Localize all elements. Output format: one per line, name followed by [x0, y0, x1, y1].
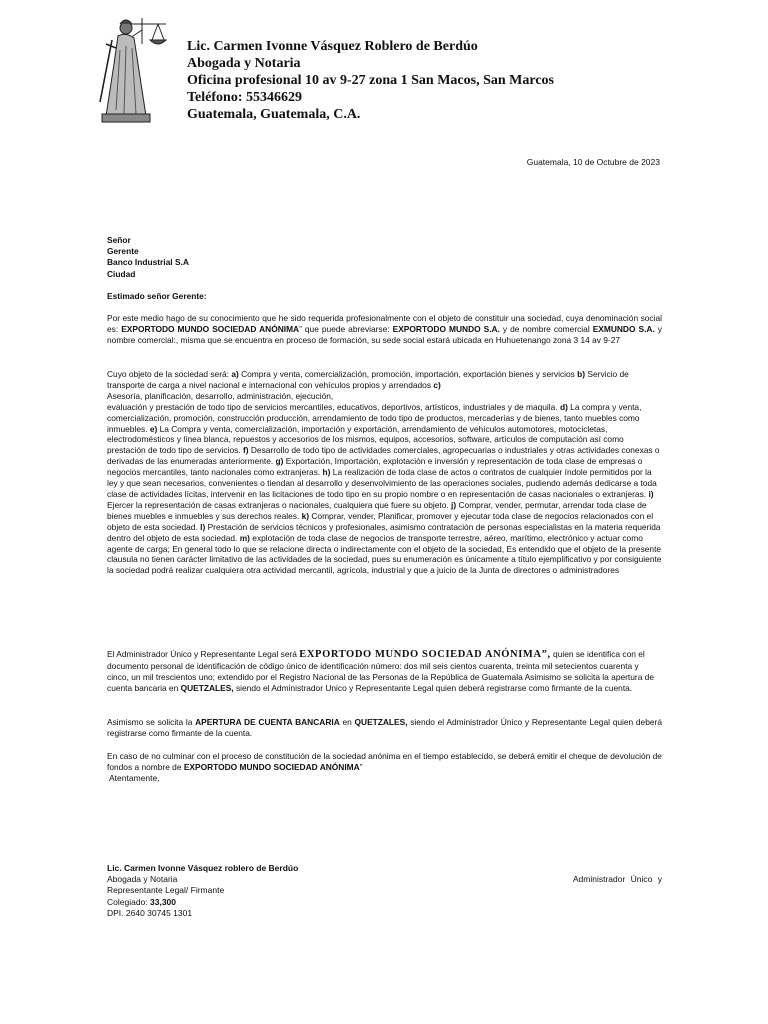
item-letter: h)	[322, 467, 331, 478]
letterhead-name: Lic. Carmen Ivonne Vásquez Roblero de Berdúo	[187, 39, 478, 54]
paragraph-account-request	[107, 717, 662, 739]
signer-name: Lic. Carmen Ivonne Vásquez roblero de Berdúo	[107, 863, 299, 873]
item-letter: l)	[200, 521, 206, 532]
colegiado-number: 33,300	[150, 896, 177, 907]
text-run: Asimismo se solicita la	[107, 717, 196, 727]
letterhead-office: Oficina profesional 10 av 9-27 zona 1 San Macos, San Marcos	[187, 73, 554, 88]
text-run: Por este medio hago de su conocimiento que he sido requerida profesionalmente con el objeto de constituir una sociedad, cuya denominación social es:	[107, 313, 662, 334]
text-run: en	[339, 717, 355, 727]
commercial-name: EXMUNDO S.A.	[592, 323, 655, 334]
item-letter: d)	[559, 401, 568, 412]
text-run: siendo el Administrador Unico y Representante Legal quien deberá registrarse como firmante de la cuenta.	[233, 682, 633, 693]
colegiado-label: Colegiado:	[107, 896, 151, 907]
letterhead-phone: Teléfono: 55346629	[187, 90, 302, 105]
company-abbreviation: EXPORTODO MUNDO S.A.	[392, 323, 500, 334]
letterhead-city: Guatemala, Guatemala, C.A.	[187, 107, 361, 122]
text-run: explotación de toda clase de negocios de transporte terrestre, aéreo, marítimo, electrónico y actuar como agente de carga; En general todo lo que se relacione directa o indirectamente con el objeto de la sociedad, Es entendido que el objeto de la presente clausula no tienen carácter limitativo de las actividades de la sociedad, pues su enumeración es únicamente a título ejemplificativo y por consiguiente la sociedad podrá realizar cualquiera otra actividad mercantil, agrícola, industrial y que a juicio de la Junta de directores o administradores	[107, 532, 662, 576]
text-run: quien se identifica con el documento personal de identificación de código único de identificación número: dos mil seis cientos cuarenta, treinta mil setecientos cuarenta y cinco, un mil trescientos uno; extendido por el Registro Nacional de las Personas de la República de Guatemala Asimismo se solicita la apertura de cuenta bancaria en	[107, 649, 654, 693]
text-run: La compra y venta, comercialización, promoción, construcción producción, arrendamiento de todo tipo de productos, mercaderías y de bienes, tanto muebles como inmuebles.	[107, 401, 642, 434]
signer-profession: Abogada y Notaria	[107, 874, 178, 885]
currency: QUETZALES,	[354, 717, 408, 727]
text-run: Cuyo objeto de la sociedad será:	[107, 369, 232, 379]
text-run: En caso de no culminar con el proceso de constitución de la sociedad anónima en el tiempo establecido, se deberá emitir el cheque de devolución de fondos a nombre de	[107, 751, 662, 772]
paragraph-administrator	[107, 649, 662, 694]
recipient-line: Señor	[107, 235, 131, 245]
text-run: La realización de toda clase de actos o contratos de cualquier índole permitidos por la ley y que sean necesarios, convenientes o tiendan al desarrollo y desenvolvimiento de las operaciones sociales, pudiendo además dedicarse a toda clase de actividades lícitas, intervenir en las licitaciones de todo tipo en su propio nombre o en representación de casas nacionales o extranjeras.	[107, 467, 657, 499]
salutation: Estimado señor Gerente:	[107, 291, 207, 301]
recipient-block	[107, 235, 662, 280]
text-run: ”	[359, 761, 363, 772]
date-line: Guatemala, 10 de Octubre de 2023	[526, 157, 660, 167]
item-letter: i)	[648, 488, 654, 499]
item-letter: g)	[275, 456, 284, 467]
item-letter: c)	[433, 379, 441, 390]
text-run: siendo el Administrador Único y Representante Legal quien deberá registrarse como firmante de la cuenta.	[107, 717, 662, 738]
company-name: EXPORTODO MUNDO SOCIEDAD ANÓNIMA	[183, 761, 360, 772]
item-letter: f)	[242, 445, 249, 456]
item-letter: j)	[451, 499, 457, 510]
text-run: y de nombre comercial	[499, 323, 593, 334]
text-run: Comprar, vender, Planificar, promover y ejecutar toda clase de negocios relacionados con el objeto de esta sociedad.	[107, 510, 654, 532]
lady-justice-logo	[92, 10, 172, 126]
signer-dpi: DPI. 2640 30745 1301	[107, 907, 193, 918]
item-letter: a)	[231, 369, 239, 379]
signature-block	[107, 863, 298, 919]
company-name: EXPORTODO MUNDO SOCIEDAD ANÓNIMA	[121, 323, 300, 334]
paragraph-objects	[107, 369, 662, 576]
recipient-line: Ciudad	[107, 268, 136, 279]
item-letter: b)	[577, 369, 586, 379]
paragraph-intro	[107, 313, 662, 346]
text-run: Asesoría, planificación, desarrollo, administración, ejecución,	[107, 390, 334, 401]
text-run: Prestación de servicios técnicos y profesionales, asimismo contratación de personas especialistas en la materia requerida dentro del objeto de esta sociedad.	[107, 521, 661, 543]
text-run: Exportación, Importación, explotación e inversión y representación de toda clase de empresas o negocios mercantiles, tanto nacionales como extranjeras.	[107, 456, 643, 478]
closing: Atentamente,	[109, 773, 160, 783]
text-run: Servicio de transporte de carga a nivel nacional e internacional con vehículos propios y arrendados	[107, 369, 629, 390]
administrator-signature: Administrador Único y	[572, 874, 662, 884]
text-run: Ejercer la representación de casas extranjeras o nacionales, cualquiera que fuere su objeto.	[107, 499, 452, 510]
account-request: APERTURA DE CUENTA BANCARIA	[195, 717, 340, 727]
item-letter: e)	[149, 423, 158, 434]
letterhead-profession: Abogada y Notaria	[187, 56, 301, 71]
text-run: El Administrador Único y Representante Legal será	[107, 649, 300, 659]
signer-role: Representante Legal/ Firmante	[107, 885, 225, 896]
text-run: ” que puede abreviarse:	[299, 323, 393, 334]
text-run: Desarrollo de todo tipo de actividades comerciales, agropecuarias o industriales y otras actividades conexas o derivadas de las enumeradas anteriormente.	[107, 445, 660, 467]
text-run: Comprar, vender, permutar, arrendar toda clase de bienes muebles e inmuebles y sus derechos reales.	[107, 499, 647, 521]
letterhead	[187, 38, 554, 123]
text-run: Compra y venta, comercialización, promoción, importación, exportación bienes y servicios	[238, 369, 578, 379]
item-letter: k)	[301, 510, 310, 521]
text-run: y nombre comercial:, misma que se encuentra en proceso de formación, su sede social estará ubicada en Huhuetenango zona 3 14 av 9-27	[107, 323, 662, 345]
signer-colegiado	[107, 897, 298, 908]
text-run: La Compra y venta, comercialización, importación y exportación, arrendamiento de vehículos automotores, motocicletas, electrodomésticos y línea blanca, repuestos y accesorios de los mismos, equipos, accesorios, software, artículos de computación así como prestación de todo tipo de servicios.	[107, 423, 624, 456]
item-letter: m)	[239, 532, 250, 543]
text-run: evaluación y prestación de todo tipo de servicios mercantiles, educativos, deportivos, artísticos, industriales y de maquila.	[107, 401, 560, 412]
company-name: EXPORTODO MUNDO SOCIEDAD ANÓNIMA”,	[299, 649, 551, 660]
paragraph-refund	[107, 751, 662, 773]
currency: QUETZALES,	[180, 682, 234, 693]
recipient-line: Gerente	[107, 246, 139, 257]
recipient-line: Banco Industrial S.A	[107, 257, 189, 268]
